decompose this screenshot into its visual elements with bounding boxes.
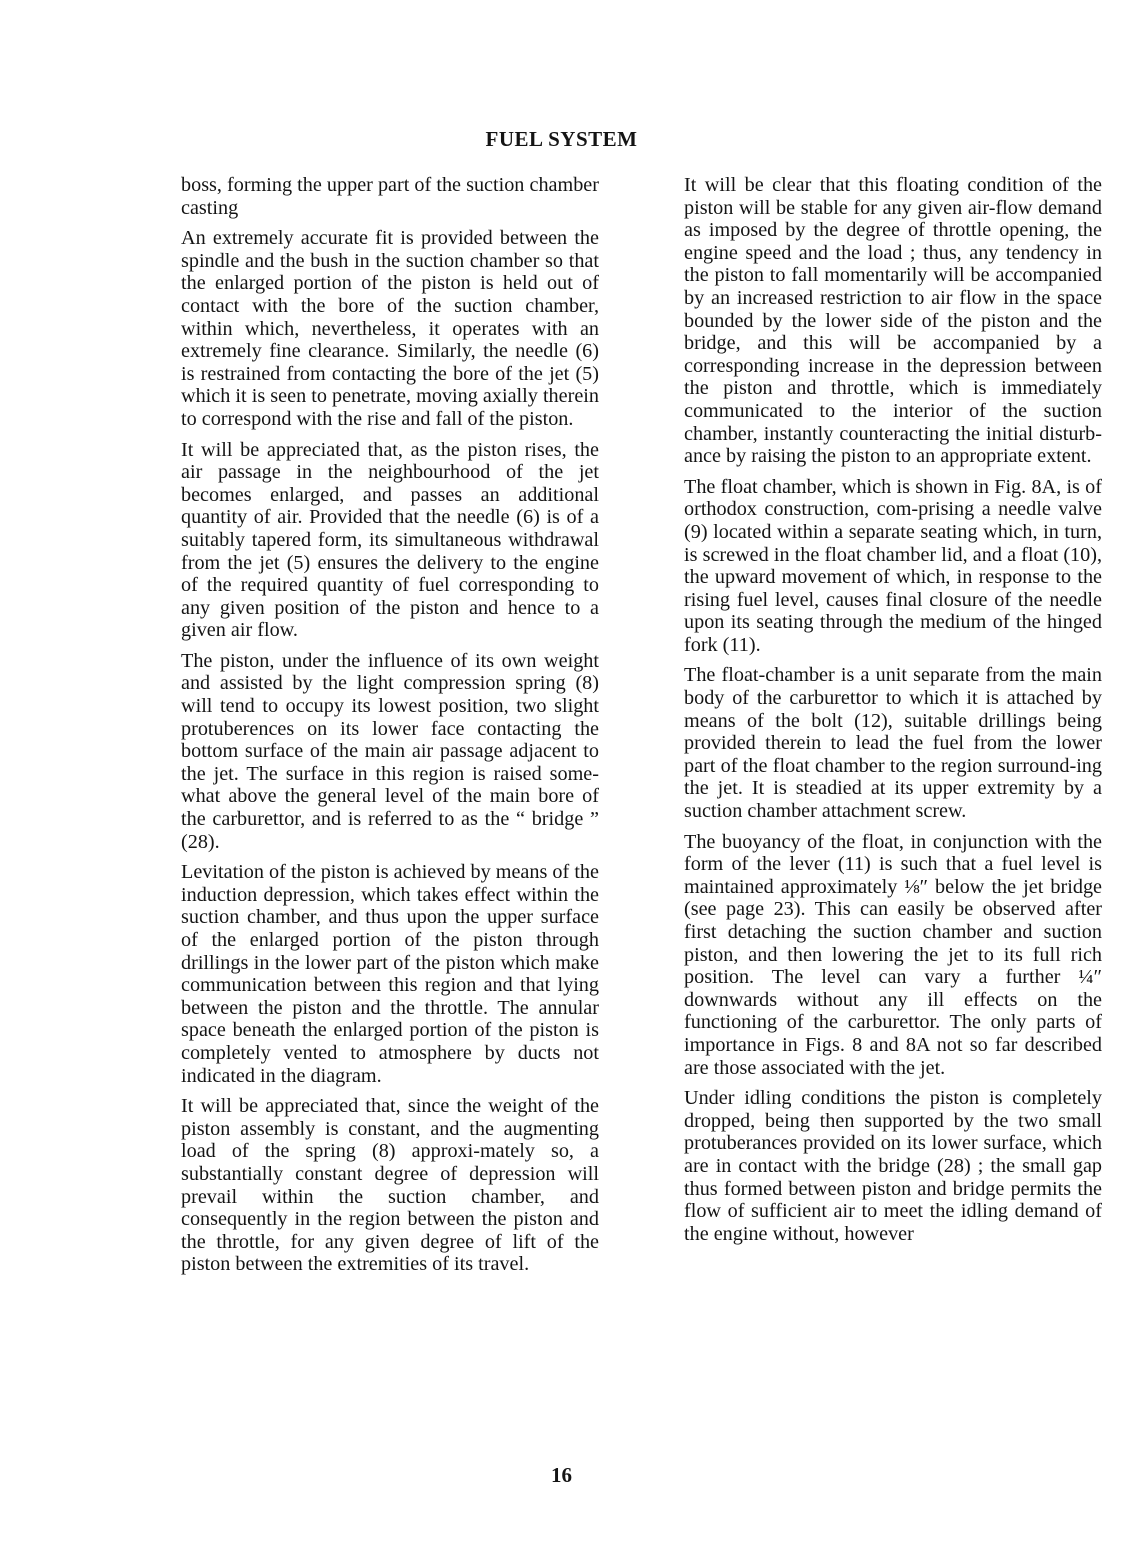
paragraph: An extremely accurate fit is provided between the spindle and the bush in the suction chamber so that the enlarged portion of the piston is held out of contact with the bore of the suction chamber, within which, nevertheless, it operates with an extremely fine clearance. Similarly, the needle (6) is restrained from contacting the bore of the jet (5) which it is seen to penetrate, moving axially therein to correspond with the rise and fall of the piston.: [181, 227, 599, 430]
paragraph: Under idling conditions the piston is completely dropped, being then supported by the two small protuberances provided on its lower surface, which are in contact with the bridge (28) ; the small gap thus formed between piston and bridge permits the flow of sufficient air to meet the idling demand of the engine without, however: [684, 1087, 1102, 1245]
right-column: [684, 174, 1102, 1253]
paragraph: The buoyancy of the float, in conjunction with the form of the lever (11) is such that a fuel level is maintained approximately ⅛″ below the jet bridge (see page 23). This can easily be observed after first detaching the suction chamber and suction piston, and then lowering the jet to its full rich position. The level can vary a further ¼″ downwards without any ill effects on the functioning of the carburettor. The only parts of importance in Figs. 8 and 8A not so far described are those associated with the jet.: [684, 830, 1102, 1079]
paragraph: It will be appreciated that, as the piston rises, the air passage in the neighbourhood of the jet becomes enlarged, and passes an additional quantity of air. Provided that the needle (6) is of a suitably tapered form, its simultaneous withdrawal from the jet (5) ensures the delivery to the engine of the required quantity of fuel corresponding to any given position of the piston and hence to a given air flow.: [181, 438, 599, 642]
left-column: [181, 174, 599, 1284]
paragraph: It will be clear that this floating condition of the piston will be stable for any given air-flow demand as imposed by the degree of throttle opening, the engine speed and the load ; thus, any tendency in the piston to fall momentarily will be accompanied by an increased restriction to air flow in the space bounded by the lower side of the piston and the bridge, and this will be accompanied by a corresponding increase in the depression between the piston and throttle, which is immediately communicated to the interior of the suction chamber, instantly counteracting the initial disturb-ance by raising the piston to an appropriate extent.: [684, 174, 1102, 468]
paragraph: It will be appreciated that, since the weight of the piston assembly is constant, and the augmenting load of the spring (8) approxi-mately so, a substantially constant degree of depression will prevail within the suction chamber, and consequently in the region between the piston and the throttle, for any given degree of lift of the piston between the extremities of its travel.: [181, 1095, 599, 1276]
paragraph: The piston, under the influence of its own weight and assisted by the light compression spring (8) will tend to occupy its lowest position, two slight protuberences on its lower face contacting the bottom surface of the main air passage adjacent to the jet. The surface in this region is raised some-what above the general level of the main bore of the carburettor, and is referred to as the “ bridge ” (28).: [181, 649, 599, 853]
paragraph: Levitation of the piston is achieved by means of the induction depression, which takes effect within the suction chamber, and thus upon the upper surface of the enlarged portion of the piston through drillings in the lower part of the piston which make communication between this region and that lying between the piston and the throttle. The annular space beneath the enlarged portion of the piston is completely vented to atmosphere by ducts not indicated in the diagram.: [181, 861, 599, 1087]
paragraph: The float chamber, which is shown in Fig. 8A, is of orthodox construction, com-prising a needle valve (9) located within a separate seating which, in turn, is screwed in the float chamber lid, and a float (10), the upward movement of which, in response to the rising fuel level, causes final closure of the needle upon its seating through the medium of the hinged fork (11).: [684, 475, 1102, 656]
page-number: 16: [551, 1463, 572, 1487]
paragraph: boss, forming the upper part of the suction chamber casting: [181, 174, 599, 219]
page-title: FUEL SYSTEM: [485, 127, 638, 151]
paragraph: The float-chamber is a unit separate from the main body of the carburettor to which it is attached by means of the bolt (12), suitable drillings being provided therein to lead the fuel from the lower part of the float chamber to the region surround-ing the jet. It is steadied at its upper extremity by a suction chamber attachment screw.: [684, 664, 1102, 823]
